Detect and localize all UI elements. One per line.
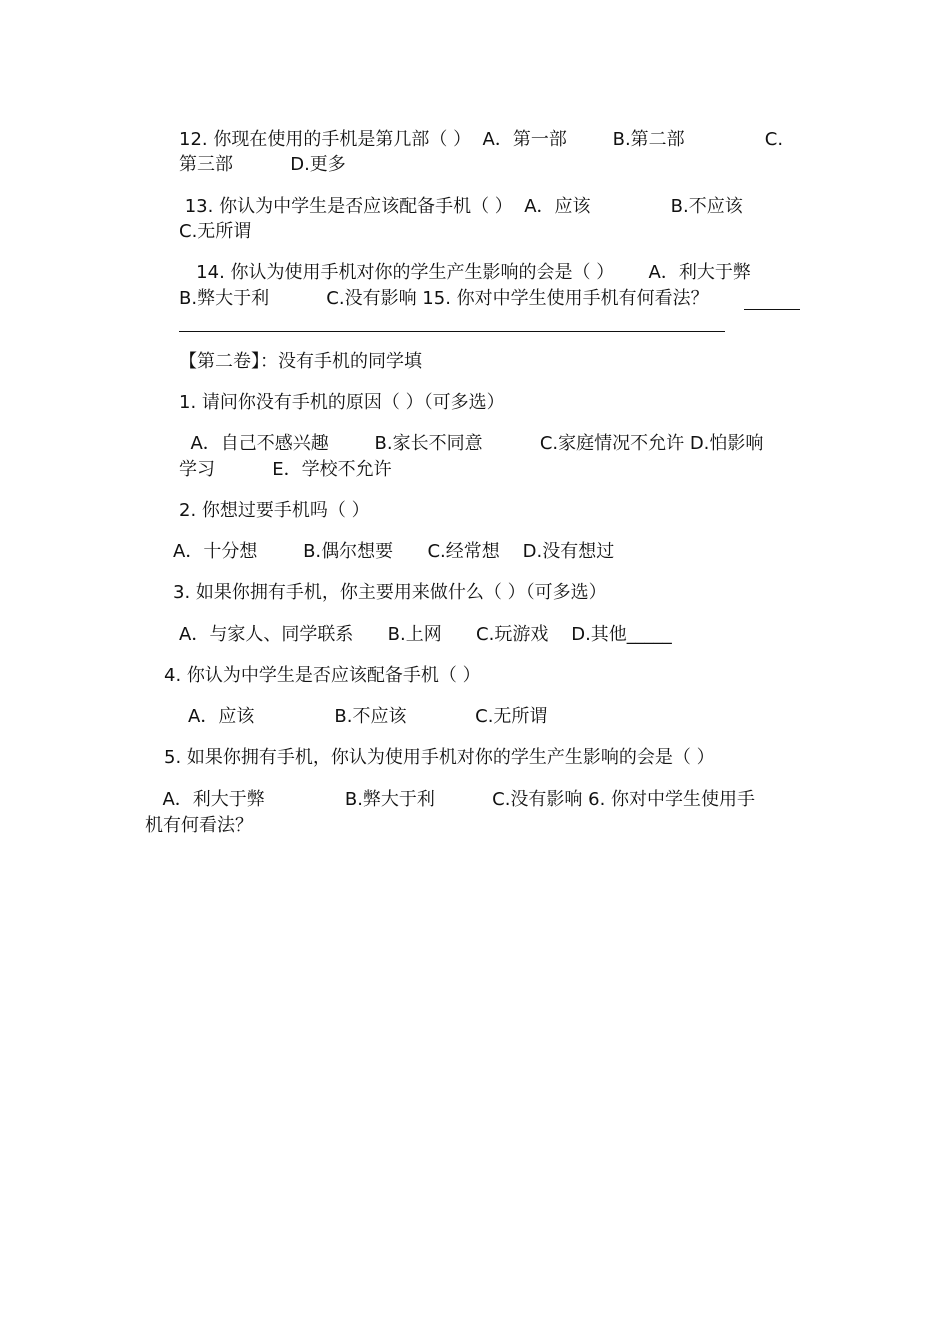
q15-answer-blank-short	[744, 309, 800, 310]
p2-q5-options-line2: 机有何看法？	[145, 815, 253, 836]
p2-q2-options: A．十分想 B.偶尔想要 C.经常想 D.没有想过	[173, 541, 615, 562]
q15-answer-blank-long	[179, 331, 725, 332]
p2-q1-options-line2: 学习 E．学校不允许	[179, 459, 392, 480]
q13-line1: 13. 你认为中学生是否应该配备手机（ ） A．应该 B.不应该	[179, 196, 743, 217]
p2-q2: 2. 你想过要手机吗（ ）	[179, 500, 370, 521]
p2-q5-options-line1: A．利大于弊 B.弊大于利 C.没有影响 6. 你对中学生使用手	[151, 789, 756, 810]
p2-q3-options: A．与家人、同学联系 B.上网 C.玩游戏 D.其他_____	[179, 624, 672, 645]
p2-q1: 1. 请问你没有手机的原因（ ）（可多选）	[179, 392, 505, 413]
p2-q4-options: A．应该 B.不应该 C.无所谓	[188, 706, 548, 727]
part2-heading: 【第二卷】：没有手机的同学填	[179, 351, 422, 372]
p2-q3: 3. 如果你拥有手机，你主要用来做什么（ ）（可多选）	[173, 582, 607, 603]
q13-line2: C.无所谓	[179, 221, 252, 242]
p2-q5: 5. 如果你拥有手机，你认为使用手机对你的学生产生影响的会是（ ）	[164, 747, 715, 768]
q12-line2: 第三部 D.更多	[179, 154, 346, 175]
q14-line2: B.弊大于利 C.没有影响 15. 你对中学生使用手机有何看法？	[179, 288, 709, 309]
q14-line1: 14. 你认为使用手机对你的学生产生影响的会是（ ） A．利大于弊	[179, 262, 751, 283]
p2-q1-options-line1: A．自己不感兴趣 B.家长不同意 C.家庭情况不允许 D.怕影响	[179, 433, 764, 454]
q12-line1: 12. 你现在使用的手机是第几部（ ） A．第一部 B.第二部 C.	[179, 129, 784, 150]
p2-q4: 4. 你认为中学生是否应该配备手机（ ）	[164, 665, 481, 686]
